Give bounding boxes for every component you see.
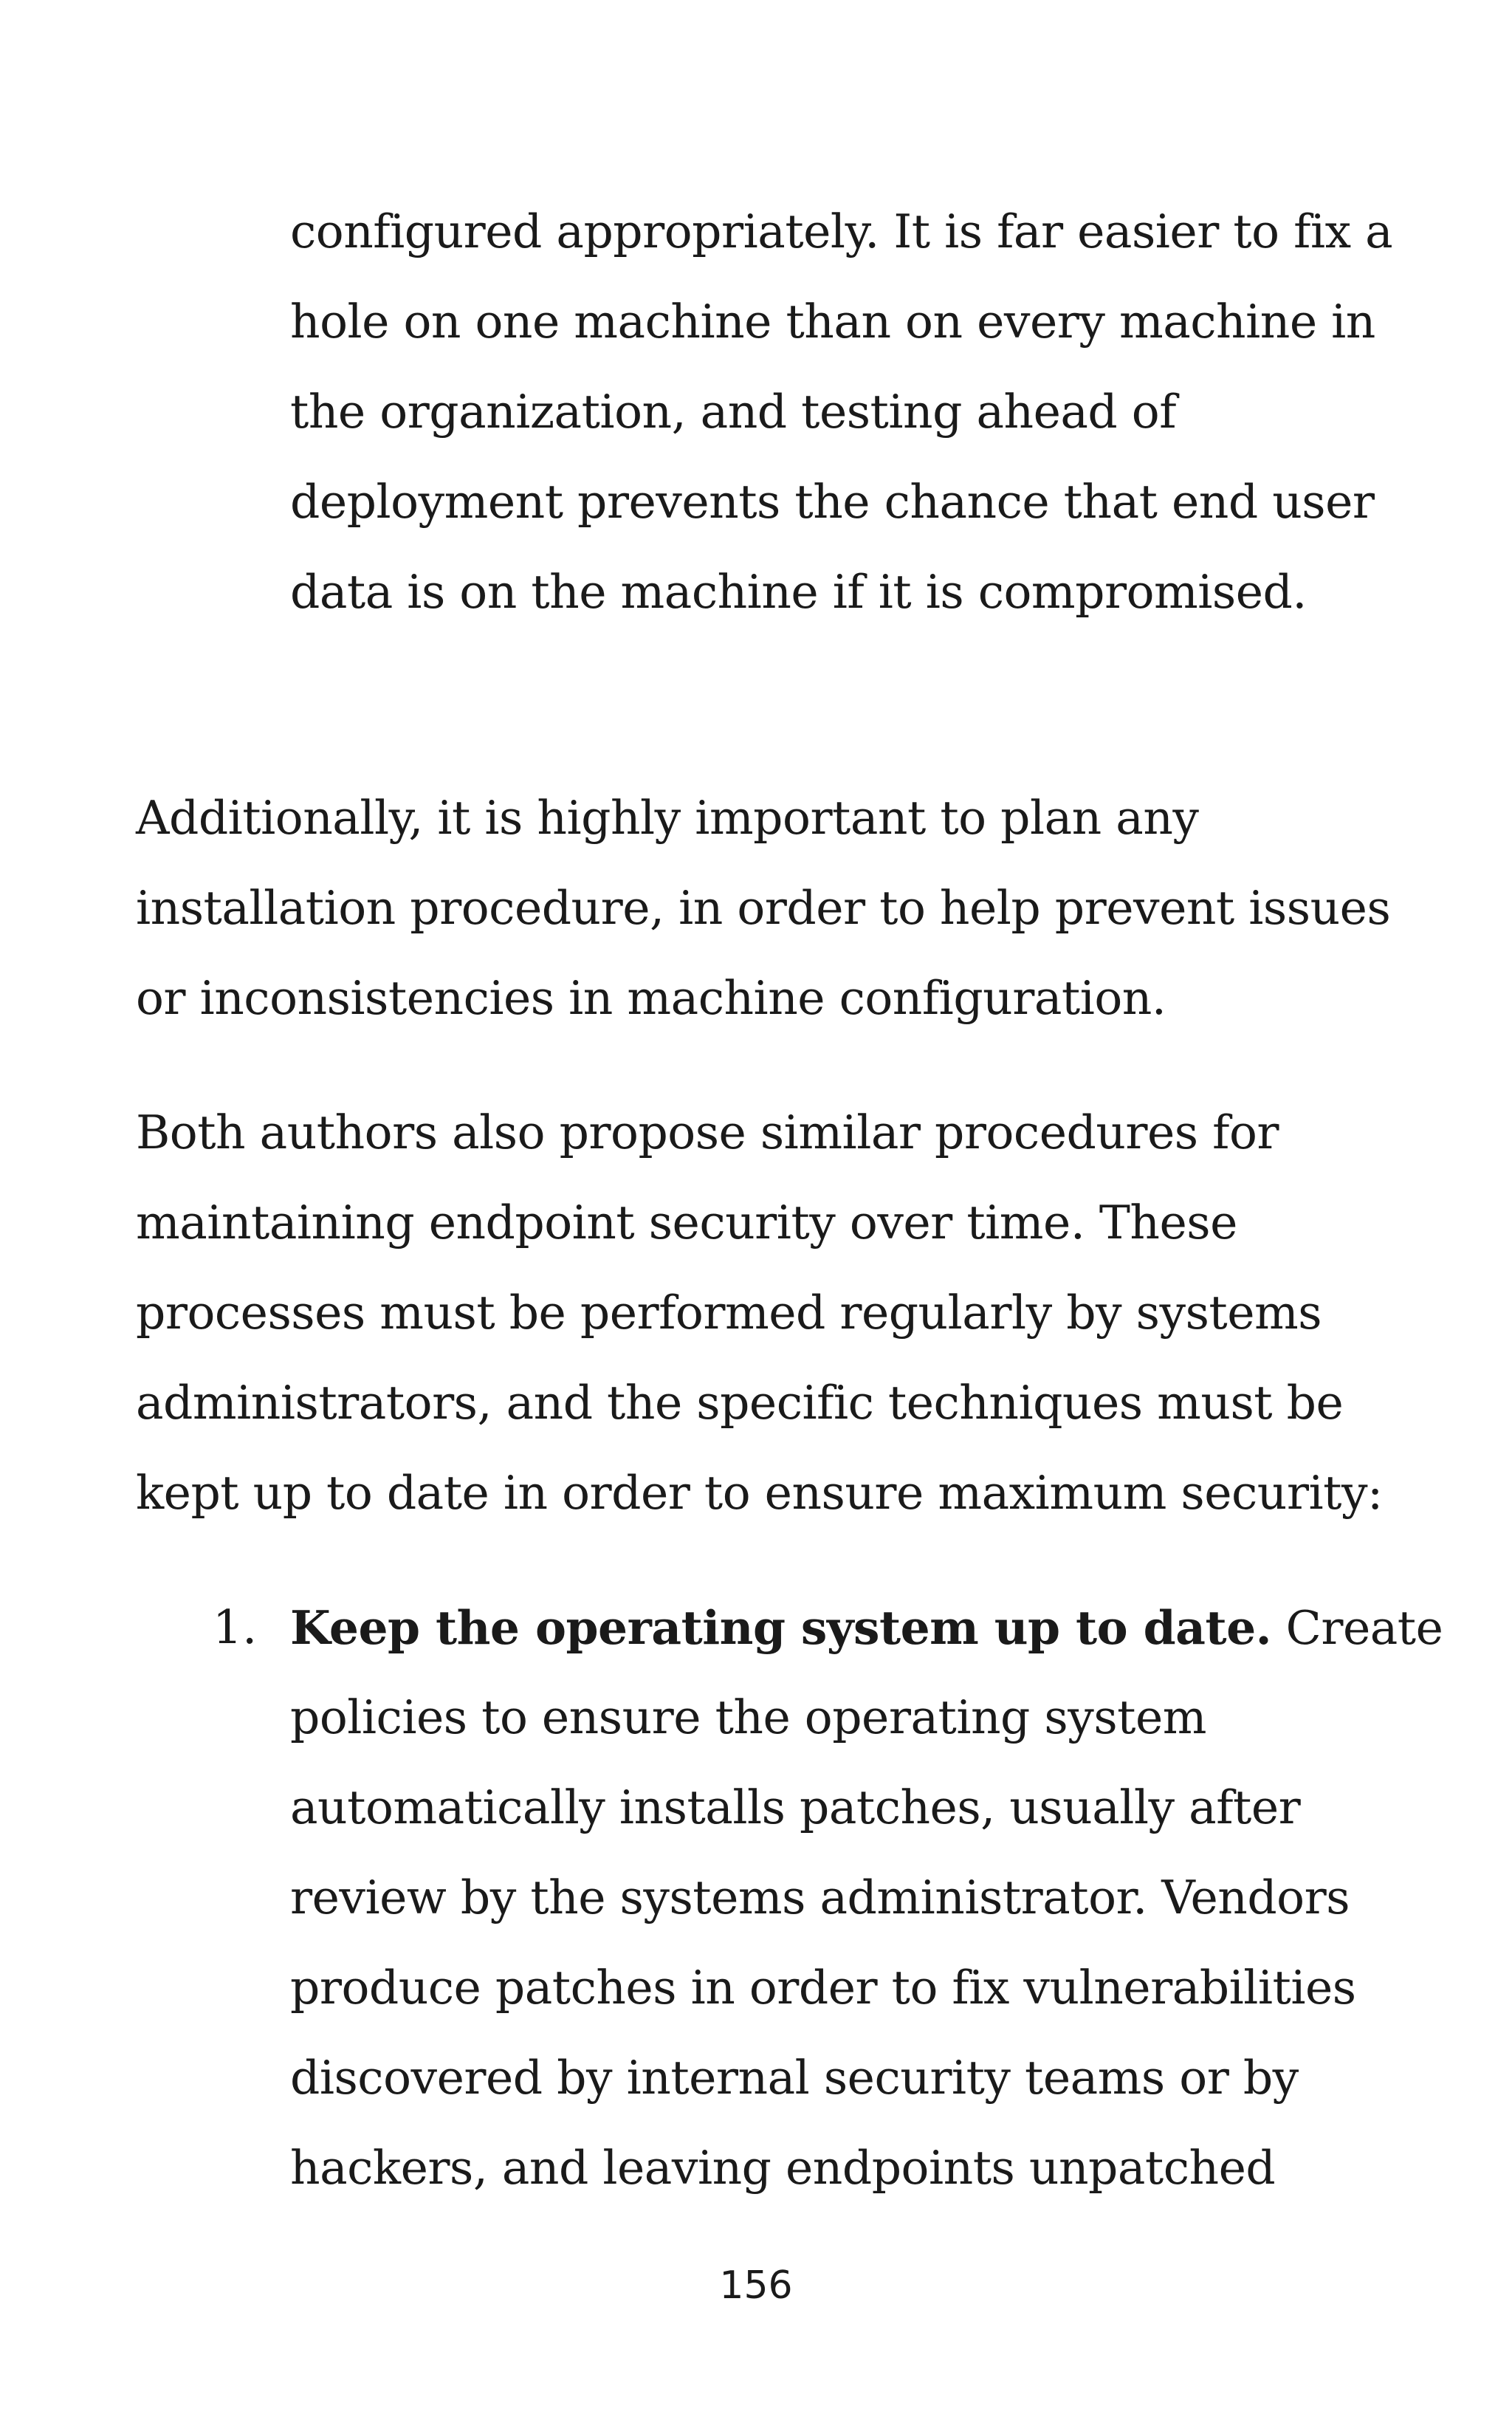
text-line: or inconsistencies in machine configuration.: [136, 971, 1166, 1025]
text-line: automatically installs patches, usually after: [290, 1780, 1301, 1834]
text-line: deployment prevents the chance that end user: [290, 475, 1375, 529]
text-line: policies to ensure the operating system: [290, 1690, 1206, 1744]
text-line: discovered by internal security teams or by: [290, 2051, 1299, 2105]
text-line: the organization, and testing ahead of: [290, 385, 1177, 439]
text-line: administrators, and the specific techniques must be: [136, 1376, 1344, 1430]
text-line: [290, 1598, 1443, 1658]
text-line: maintaining endpoint security over time. These: [136, 1196, 1237, 1250]
text-line: kept up to date in order to ensure maximum security:: [136, 1466, 1383, 1520]
text-line: processes must be performed regularly by systems: [136, 1286, 1322, 1340]
text-line: data is on the machine if it is compromised.: [290, 565, 1307, 619]
text-line: produce patches in order to fix vulnerabilities: [290, 1961, 1356, 2015]
text-line: Additionally, it is highly important to plan any: [136, 791, 1199, 845]
page-number: 156: [719, 2263, 793, 2308]
bold-lead: Keep the operating system up to date.: [290, 1600, 1272, 1655]
text-line: Both authors also propose similar procedures for: [136, 1106, 1279, 1159]
text-line: installation procedure, in order to help prevent issues: [136, 881, 1391, 935]
text-line: hackers, and leaving endpoints unpatched: [290, 2141, 1276, 2195]
text-line: review by the systems administrator. Vendors: [290, 1871, 1350, 1924]
list-number: 1.: [213, 1600, 258, 1654]
text-line: hole on one machine than on every machine in: [290, 295, 1375, 349]
text-fragment: Create: [1271, 1601, 1443, 1655]
text-line: configured appropriately. It is far easier to fix a: [290, 205, 1393, 258]
